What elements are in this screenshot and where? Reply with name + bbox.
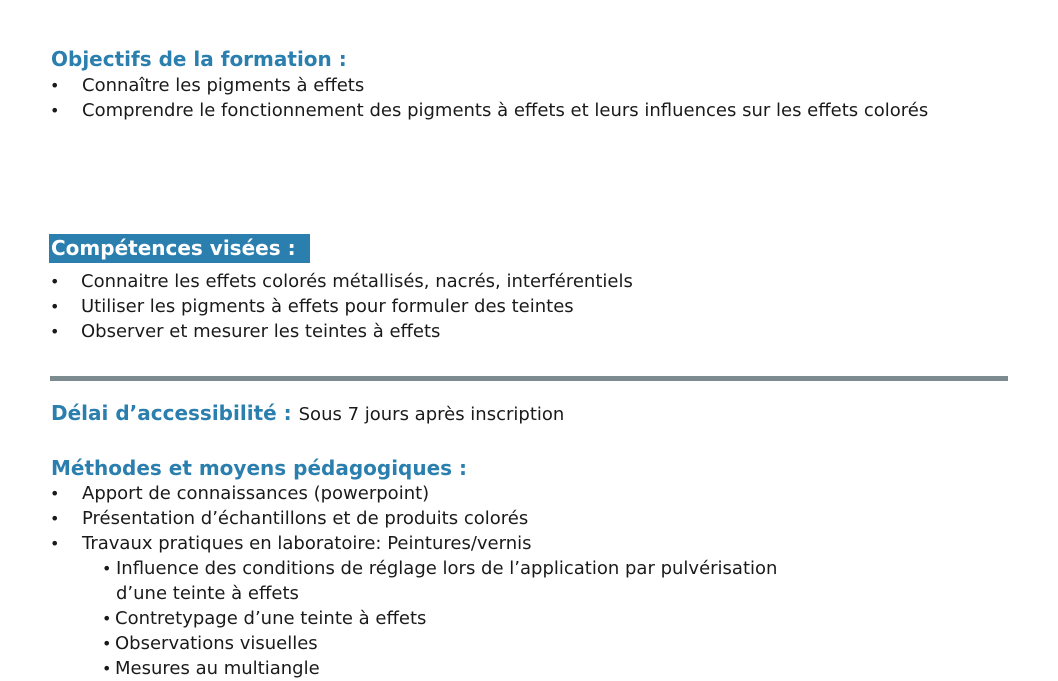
bullet-icon: •	[50, 509, 60, 528]
list-item-text: Comprendre le fonctionnement des pigments à effets et leurs influences sur les effets colorés	[82, 100, 929, 121]
bullet-icon: •	[50, 484, 60, 503]
bullet-icon: •	[50, 101, 60, 120]
bullet-icon: •	[50, 534, 60, 553]
list-item-text: Utiliser les pigments à effets pour formuler des teintes	[81, 296, 574, 317]
bullet-icon: •	[50, 297, 60, 316]
sub-list-item-text: Observations visuelles	[115, 633, 318, 654]
delai-row	[51, 401, 564, 425]
sub-list-item-text: d’une teinte à effets	[116, 583, 299, 604]
competences-heading: Compétences visées :	[49, 234, 310, 263]
delai-value: Sous 7 jours après inscription	[298, 404, 565, 425]
bullet-icon: •	[50, 272, 60, 291]
delai-heading: Délai d’accessibilité :	[51, 401, 292, 425]
objectifs-heading: Objectifs de la formation :	[51, 47, 347, 71]
bullet-icon: •	[102, 634, 112, 653]
bullet-icon: •	[50, 322, 60, 341]
list-item-text: Travaux pratiques en laboratoire: Peintures/vernis	[82, 533, 532, 554]
methodes-heading: Méthodes et moyens pédagogiques :	[51, 456, 468, 480]
bullet-icon: •	[102, 659, 112, 678]
list-item-text: Observer et mesurer les teintes à effets	[81, 321, 441, 342]
sub-list-item-text: Mesures au multiangle	[115, 658, 320, 679]
sub-list-item-text: Influence des conditions de réglage lors de l’application par pulvérisation	[116, 558, 778, 579]
bullet-icon: •	[102, 609, 112, 628]
list-item-text: Connaitre les effets colorés métallisés, nacrés, interférentiels	[81, 271, 633, 292]
bullet-icon: •	[102, 559, 112, 578]
section-divider	[50, 376, 1008, 381]
list-item-text: Connaître les pigments à effets	[82, 75, 365, 96]
list-item-text: Présentation d’échantillons et de produits colorés	[82, 508, 529, 529]
bullet-icon: •	[50, 76, 60, 95]
sub-list-item-text: Contretypage d’une teinte à effets	[115, 608, 427, 629]
list-item-text: Apport de connaissances (powerpoint)	[82, 483, 430, 504]
